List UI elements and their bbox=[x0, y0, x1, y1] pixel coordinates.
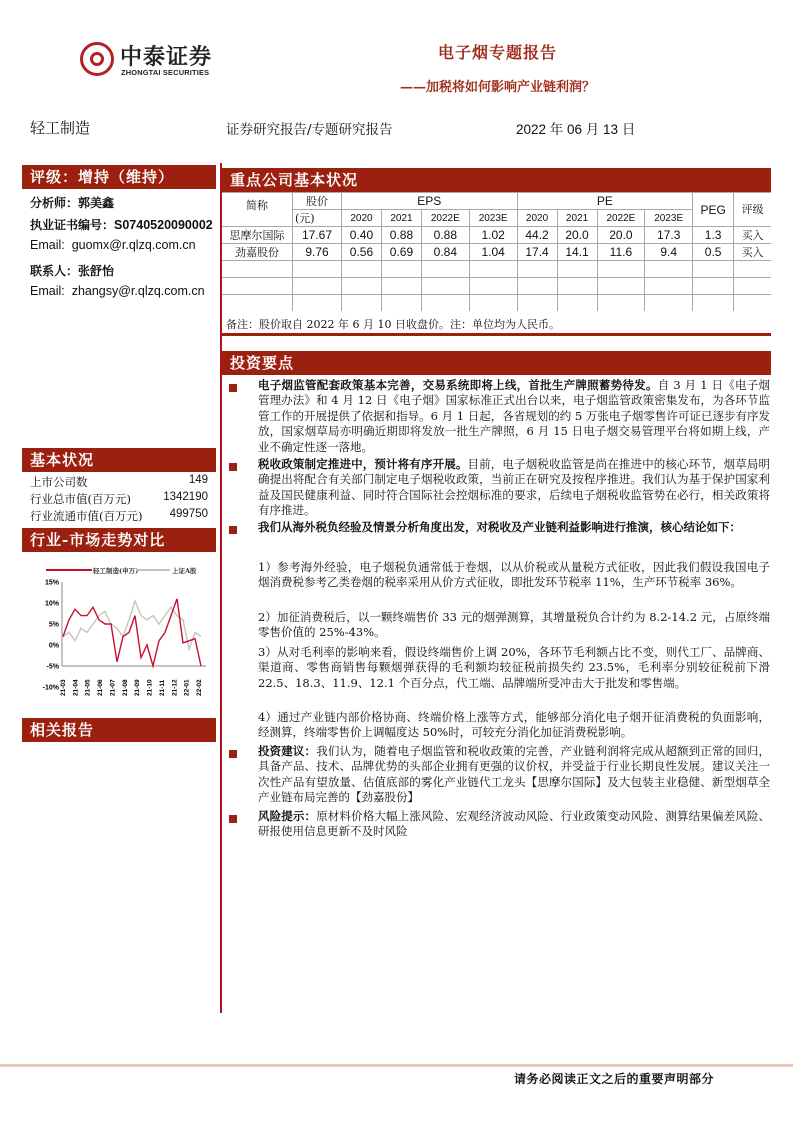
kv-label: 上市公司数 bbox=[30, 475, 88, 489]
report-title: 电子烟专题报告 bbox=[438, 43, 558, 62]
year-cell: 2021 bbox=[557, 210, 597, 227]
report-subtitle: ——加税将如何影响产业链利润？ bbox=[400, 80, 596, 95]
year-cell: 2022E bbox=[421, 210, 469, 227]
peg-cell: 1.3 bbox=[693, 227, 734, 244]
bullet-square-icon bbox=[229, 463, 237, 471]
svg-text:-10%: -10% bbox=[42, 684, 59, 692]
rating-cell: 买入 bbox=[734, 244, 771, 261]
footer-rule bbox=[0, 1064, 793, 1067]
point-body: 自 3 月 1 日《电子烟管理办法》和 4 月 12 日《电子烟》国家标准正式出台以来，电子烟监管政策密集发布，为各环节监管工作的开展提供了依据和指导。6 月 1 日起，各省规划的约 5 万张电子烟零售许可证已逐步有序发放，国家烟草局亦明确近期即将发放一批生产牌照，6 月 15 日电子烟交易管理平台将如期上线，产业不确定性逐一落地。 bbox=[258, 378, 770, 454]
peg-cell: 0.5 bbox=[693, 244, 734, 261]
email-line-1 bbox=[30, 238, 196, 252]
svg-text:22-02: 22-02 bbox=[196, 679, 203, 696]
bullet-square-icon bbox=[229, 815, 237, 823]
price-cell: 9.76 bbox=[293, 244, 342, 261]
logo-mark-icon bbox=[80, 42, 114, 76]
svg-text:21-08: 21-08 bbox=[121, 679, 129, 696]
point-heading: 电子烟监管配套政策基本完善，交易系统即将上线，首批生产牌照蓄势待发。 bbox=[258, 378, 658, 392]
risk-body: 原材料价格大幅上涨风险、宏观经济波动风险、行业政策变动风险、测算结果偏差风险、研报使用信息更新不及时风险 bbox=[258, 809, 771, 839]
company-table-banner: 重点公司基本状况 bbox=[222, 168, 771, 192]
invest-points-banner: 投资要点 bbox=[222, 351, 771, 375]
analyst-line bbox=[30, 194, 114, 211]
year-cell: 2023E bbox=[469, 210, 517, 227]
kv-label: 行业流通市值(百万元) bbox=[30, 509, 143, 523]
industry-label: 轻工制造 bbox=[30, 119, 91, 137]
bullet-square-icon bbox=[229, 750, 237, 758]
year-cell: 2022E bbox=[597, 210, 645, 227]
empty-row bbox=[222, 278, 771, 295]
logo-en-text: ZHONGTAI SECURITIES bbox=[121, 68, 210, 77]
contact-name: 张舒怡 bbox=[78, 264, 115, 278]
contact-email-link[interactable]: zhangsy@r.qlzq.com.cn bbox=[71, 284, 205, 298]
svg-text:21-03: 21-03 bbox=[60, 679, 67, 696]
eps-cell: 1.02 bbox=[469, 227, 517, 244]
svg-text:21-10: 21-10 bbox=[146, 679, 154, 696]
svg-text:轻工制造(申万): 轻工制造(申万) bbox=[93, 567, 139, 575]
header-peg: PEG bbox=[693, 193, 734, 227]
empty-row bbox=[222, 261, 771, 278]
svg-text:15%: 15% bbox=[44, 579, 59, 587]
empty-row bbox=[222, 295, 771, 312]
svg-text:21-04: 21-04 bbox=[72, 679, 80, 696]
svg-text:5%: 5% bbox=[48, 621, 59, 629]
table-row bbox=[222, 244, 771, 261]
eps-cell: 0.88 bbox=[421, 227, 469, 244]
svg-text:上证A股: 上证A股 bbox=[172, 567, 197, 575]
pe-cell: 44.2 bbox=[517, 227, 557, 244]
eps-cell: 0.88 bbox=[381, 227, 421, 244]
svg-text:21-11: 21-11 bbox=[158, 679, 166, 696]
pe-cell: 20.0 bbox=[597, 227, 645, 244]
eps-cell: 0.56 bbox=[342, 244, 382, 261]
trend-chart bbox=[30, 560, 210, 700]
year-cell: 2021 bbox=[381, 210, 421, 227]
pe-cell: 9.4 bbox=[645, 244, 693, 261]
invest-point-1 bbox=[258, 378, 770, 455]
company-table bbox=[222, 192, 771, 311]
advice-heading: 投资建议： bbox=[258, 744, 317, 758]
bullet-square-icon bbox=[229, 384, 237, 392]
pe-cell: 20.0 bbox=[557, 227, 597, 244]
sub-point-1: 1）参考海外经验，电子烟税负通常低于卷烟，以从价税或从量税方式征收，因此我们假设我国电子烟消费税参考乙类卷烟的税率采用从价方式征收，即批发环节税率 11%，生产环节税率 36%。 bbox=[258, 560, 770, 590]
license-number: S0740520090002 bbox=[114, 218, 213, 232]
point-heading: 我们从海外税负经验及情景分析角度出发，对税收及产业链利益影响进行推演，核心结论如下： bbox=[258, 520, 741, 534]
pe-cell: 11.6 bbox=[597, 244, 645, 261]
eps-cell: 0.40 bbox=[342, 227, 382, 244]
table-bottom-rule bbox=[222, 333, 771, 336]
eps-cell: 0.69 bbox=[381, 244, 421, 261]
rating-banner: 评级：增持（维持） bbox=[22, 165, 216, 189]
pe-cell: 17.4 bbox=[517, 244, 557, 261]
company-logo bbox=[80, 42, 230, 84]
header-rating: 评级 bbox=[734, 193, 771, 227]
header-name: 简称 bbox=[222, 193, 293, 227]
svg-text:21-09: 21-09 bbox=[134, 679, 142, 696]
line-chart bbox=[30, 560, 210, 700]
kv-value: 1342190 bbox=[163, 491, 208, 503]
sub-point-2: 2）加征消费税后，以一颗终端售价 33 元的烟弹测算，其增量税负合计约为 8.2-14.2 元，占原终端零售价值的 25%-43%。 bbox=[258, 610, 770, 640]
svg-text:21-12: 21-12 bbox=[171, 679, 179, 696]
sub-point-4: 4）通过产业链内部价格协商、终端价格上涨等方式，能够部分消化电子烟开征消费税的负面影响，经测算，终端零售价上调幅度达 50%时，可较充分消化加征消费税影响。 bbox=[258, 710, 770, 740]
sub-point-3: 3）从对毛利率的影响来看，假设终端售价上调 20%，各环节毛利额占比不变，则代工厂、品牌商、渠道商、零售商销售每颗烟弹获得的毛利额均较征税前损失约 23.5%，毛利率分别较征税前下滑 22.5、18.3、11.9、12.1 个百分点，代工端、品牌端所受冲击大于批发和零售端。 bbox=[258, 645, 770, 690]
risk-warning bbox=[258, 809, 770, 840]
year-cell: 2020 bbox=[517, 210, 557, 227]
header-price-unit: (元) bbox=[293, 210, 342, 227]
risk-heading: 风险提示： bbox=[258, 809, 317, 823]
kv-value: 499750 bbox=[169, 508, 208, 520]
license-line bbox=[30, 216, 213, 233]
svg-text:0%: 0% bbox=[48, 642, 59, 650]
point-body: 目前，电子烟税收监管是尚在推进中的核心环节，烟草局明确提出将配合有关部门制定电子烟税收政策，当前正在研究及按程序推进。我们认为基于保护国家利益及国民健康利益、同时符合国际社会控烟标准的要求，后续电子烟税收监管势在必行，相关政策将有序推进。 bbox=[258, 457, 771, 518]
eps-cell: 0.84 bbox=[421, 244, 469, 261]
pe-cell: 17.3 bbox=[645, 227, 693, 244]
disclaimer-note: 请务必阅读正文之后的重要声明部分 bbox=[514, 1072, 715, 1086]
header-price: 股价 bbox=[293, 193, 342, 210]
svg-text:-5%: -5% bbox=[46, 663, 59, 671]
svg-text:21-06: 21-06 bbox=[97, 679, 105, 696]
header-pe: PE bbox=[517, 193, 693, 210]
chart-legend bbox=[46, 566, 197, 575]
analyst-name: 郭美鑫 bbox=[78, 196, 115, 210]
kv-row bbox=[30, 474, 208, 490]
analyst-email-link[interactable]: guomx@r.qlzq.com.cn bbox=[71, 238, 196, 252]
pe-cell: 14.1 bbox=[557, 244, 597, 261]
price-cell: 17.67 bbox=[293, 227, 342, 244]
basic-status-banner: 基本状况 bbox=[22, 448, 216, 472]
table-row bbox=[222, 227, 771, 244]
logo-cn-text: 中泰证券 bbox=[120, 45, 213, 70]
trend-banner: 行业-市场走势对比 bbox=[22, 528, 216, 552]
kv-label: 行业总市值(百万元) bbox=[30, 492, 131, 506]
year-cell: 2023E bbox=[645, 210, 693, 227]
related-reports-banner: 相关报告 bbox=[22, 718, 216, 742]
analyst-label: 分析师： bbox=[30, 196, 79, 210]
table-note: 备注：股价取自 2022 年 6 月 10 日收盘价。注：单位均为人民币。 bbox=[226, 318, 560, 331]
kv-row bbox=[30, 491, 208, 507]
kv-value: 149 bbox=[188, 474, 208, 486]
point-heading: 税收政策制定推进中，预计将有序开展。 bbox=[258, 457, 468, 471]
year-cell: 2020 bbox=[342, 210, 382, 227]
contact-label: 联系人： bbox=[30, 264, 79, 278]
svg-text:10%: 10% bbox=[44, 600, 59, 608]
email-label: Email: bbox=[30, 238, 65, 252]
company-name: 劲嘉股份 bbox=[222, 244, 293, 261]
svg-text:22-01: 22-01 bbox=[183, 679, 191, 696]
header-eps: EPS bbox=[342, 193, 518, 210]
report-type: 证券研究报告/专题研究报告 bbox=[226, 122, 393, 138]
email-label: Email: bbox=[30, 284, 65, 298]
invest-point-2 bbox=[258, 457, 770, 519]
license-label: 执业证书编号： bbox=[30, 218, 115, 232]
invest-point-3 bbox=[258, 520, 770, 535]
eps-cell: 1.04 bbox=[469, 244, 517, 261]
company-name: 思摩尔国际 bbox=[222, 227, 293, 244]
invest-advice bbox=[258, 744, 770, 806]
rating-cell: 买入 bbox=[734, 227, 771, 244]
email-line-2 bbox=[30, 284, 205, 298]
contact-line bbox=[30, 262, 114, 279]
advice-body: 我们认为，随着电子烟监管和税收政策的完善，产业链利润将完成从超额到正常的回归，具备产品、技术、品牌优势的头部企业拥有更强的议价权，并受益于行业长期良性发展。建议关注一次性产品有望放量、估值底部的雾化产业链代工龙头【思摩尔国际】及大包装主业稳健、新型烟草全产业链布局完善的【劲嘉股份】 bbox=[258, 744, 771, 805]
svg-text:21-05: 21-05 bbox=[84, 679, 92, 696]
svg-text:21-07: 21-07 bbox=[109, 679, 117, 696]
kv-row bbox=[30, 508, 208, 524]
report-date: 2022 年 06 月 13 日 bbox=[516, 122, 636, 137]
bullet-square-icon bbox=[229, 526, 237, 534]
